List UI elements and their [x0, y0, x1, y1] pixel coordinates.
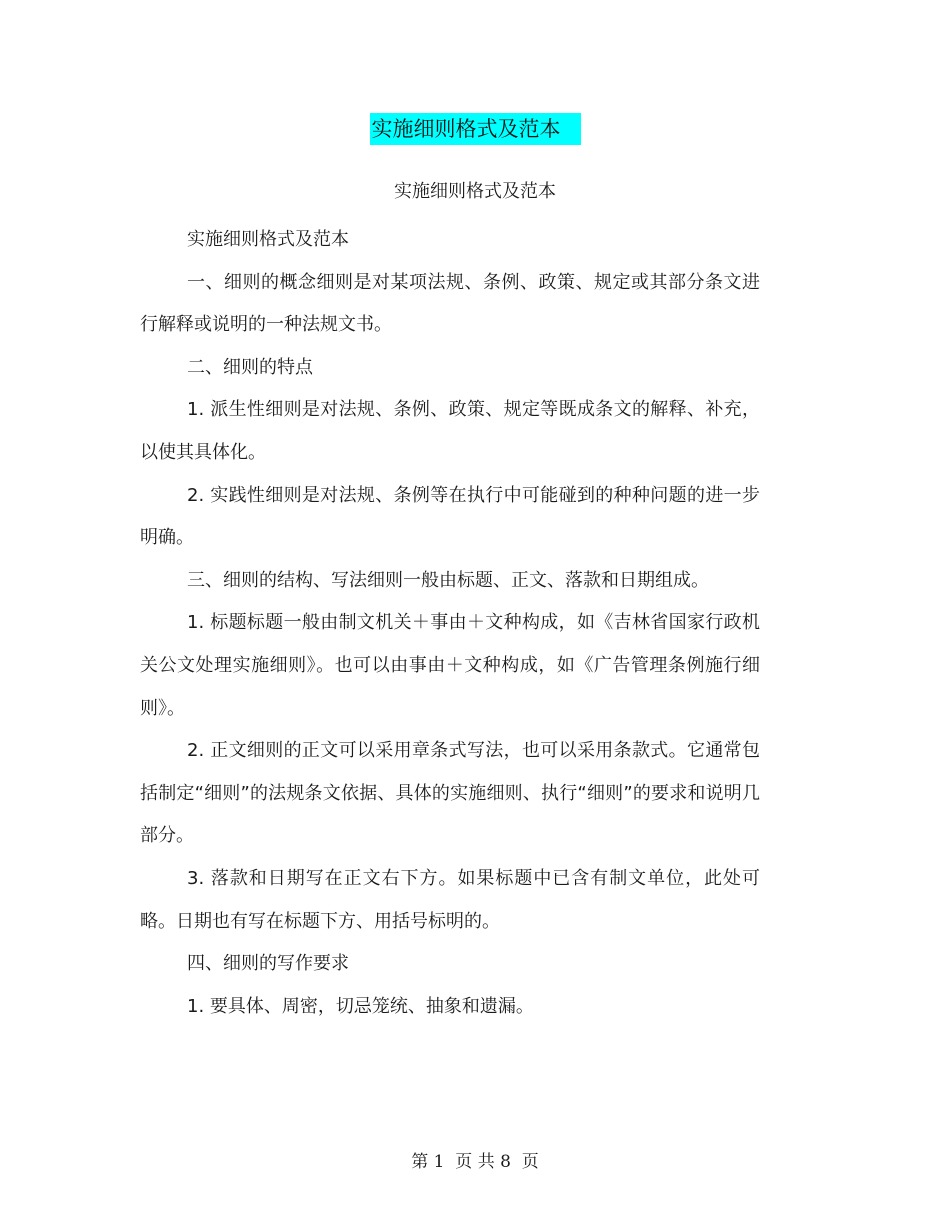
paragraph-concept: 一、细则的概念细则是对某项法规、条例、政策、规定或其部分条文进行解释或说明的一种法规文书。 [140, 271, 760, 336]
paragraph-feature-derivative: 1. 派生性细则是对法规、条例、政策、规定等既成条文的解释、补充，以使其具体化。 [140, 399, 760, 463]
paragraph-feature-practical: 2. 实践性细则是对法规、条例等在执行中可能碰到的种种问题的进一步明确。 [140, 484, 760, 549]
document-title: 实施细则格式及范本 [370, 113, 581, 145]
paragraph-structure-body: 2. 正文细则的正文可以采用章条式写法，也可以采用条款式。它通常包括制定“细则”的法规条文依据、具体的实施细则、执行“细则”的要求和说明几部分。 [140, 740, 760, 847]
page-footer: 第 1 页 共 8 页 [411, 1152, 539, 1172]
paragraph-structure-title: 1. 标题标题一般由制文机关＋事由＋文种构成，如《吉林省国家行政机关公文处理实施细则》。也可以由事由＋文种构成，如《广告管理条例施行细则》。 [140, 612, 760, 719]
paragraph-structure: 三、细则的结构、写法细则一般由标题、正文、落款和日期组成。 [187, 569, 709, 591]
section-heading-features: 二、细则的特点 [187, 356, 313, 378]
paragraph-heading: 实施细则格式及范本 [187, 229, 349, 250]
document-subtitle: 实施细则格式及范本 [394, 181, 556, 202]
paragraph-structure-signature: 3. 落款和日期写在正文右下方。如果标题中已含有制文单位，此处可略。日期也有写在标题下方、用括号标明的。 [140, 867, 760, 932]
section-heading-requirements: 四、细则的写作要求 [187, 953, 349, 975]
paragraph-requirement-specific: 1. 要具体、周密，切忌笼统、抽象和遗漏。 [187, 995, 534, 1017]
document-body [140, 219, 760, 1028]
title-container [0, 113, 950, 145]
